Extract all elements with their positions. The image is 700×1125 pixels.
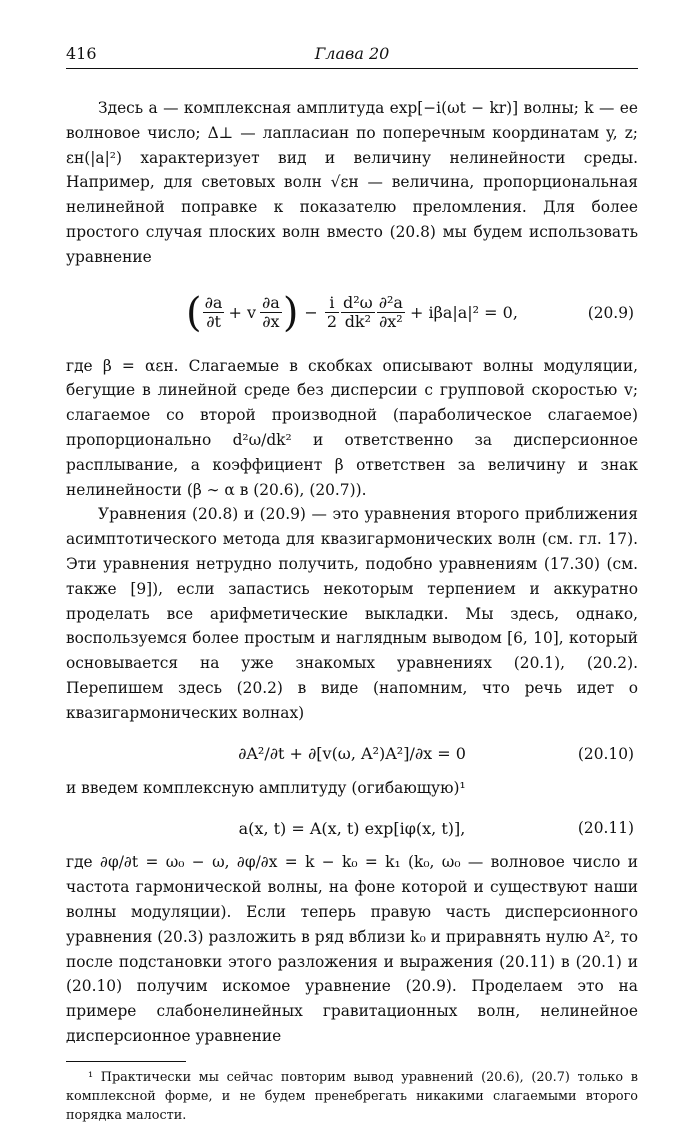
fraction-d2w-dk2: $\frac{\text{d²ω}}{\text{dk²}}$ xyxy=(343,292,373,332)
chapter-title: Глава 20 xyxy=(314,44,390,63)
fraction-da-dx: $\frac{\partial a}{\partial x}$ xyxy=(262,292,280,332)
fraction-i-2: $\frac{i}{2}$ xyxy=(326,292,338,332)
footnote-rule xyxy=(66,1061,186,1062)
equation-expression: ∂A²/∂t + ∂[v(ω, A²)A²]/∂x = 0 xyxy=(238,744,466,764)
header-rule xyxy=(66,68,638,69)
fraction-d2a-dx2: $\frac{\text{∂²a}}{\text{∂x²}}$ xyxy=(378,292,403,332)
running-header xyxy=(66,44,638,66)
left-paren: ( xyxy=(186,289,202,336)
equation-label-20-10: (20.10) xyxy=(577,744,634,763)
equation-label-20-11: (20.11) xyxy=(577,819,634,838)
paragraph-beta: где β = αεн. Слагаемые в скобках описывают волны модуляции, бегущие в линейной среде без дисперсии с групповой скоростью v; слагаемое со второй производной (параболическое слагаемое) пропорционально d²ω/dk² и ответственно за дисперсионное расплывание, а коэффициент β ответствен за величину и знак нелинейности (β ∼ α в (20.6), (20.7)). xyxy=(66,356,638,499)
paragraph-envelope: и введем комплексную амплитуду (огибающую)¹ xyxy=(66,778,466,797)
equation-20-9 xyxy=(66,278,638,348)
page-number: 416 xyxy=(66,44,97,63)
footnote: ¹ Практически мы сейчас повторим вывод уравнений (20.6), (20.7) только в комплексной форме, и не будем пренебрегать никакими слагаемыми второго порядка малости. xyxy=(66,1069,638,1123)
equation-20-11 xyxy=(66,810,638,846)
plus-v: + v xyxy=(228,303,256,323)
fraction-da-dt: $\frac{\partial a}{\partial t}$ xyxy=(204,292,223,332)
paragraph-derivation: Уравнения (20.8) и (20.9) — это уравнения второго приближения асимптотического метода для квазигармонических волн (см. гл. 17). Эти уравнения нетрудно получить, подобно уравнениям (17.30) (см. также [9]), если запастись некоторым терпением и аккуратно проделать все арифметические выкладки. Мы здесь, однако, воспользуемся более простым и наглядным выводом [6, 10], который основывается на уже знакомых уравнениях (20.1), (20.2). Перепишем здесь (20.2) в виде (напомним, что речь идет о квазигармонических волнах) xyxy=(66,505,638,722)
right-paren: ) xyxy=(282,289,299,336)
minus-sign: − xyxy=(304,303,318,323)
equation-20-10 xyxy=(66,736,638,772)
nonlinear-term: + iβa|a|² = 0, xyxy=(409,303,518,323)
paragraph-phase: где ∂φ/∂t = ω₀ − ω, ∂φ/∂x = k − k₀ = k₁ (k₀, ω₀ — волновое число и частота гармонической волны, на фоне которой и существуют наши волны модуляции). Если теперь правую часть дисперсионного уравнения (20.3) разложить в ряд вблизи k₀ и приравнять нулю A², то после подстановки этого разложения и выражения (20.11) в (20.1) и (20.10) получим искомое уравнение (20.9). Проделаем это на примере слабонелинейных гравитационных волн, нелинейное дисперсионное уравнение xyxy=(66,853,638,1045)
equation-label-20-9: (20.9) xyxy=(587,303,634,322)
equation-expression: a(x, t) = A(x, t) exp[iφ(x, t)], xyxy=(238,818,466,838)
paragraph-intro: Здесь a — комплексная амплитуда exp[−i(ωt − kr)] волны; k — ее волновое число; Δ⊥ — лапласиан по поперечным координатам y, z; εн(|a|²) характеризует вид и величину нелинейности среды. Например, для световых волн √εн — величина, пропорциональная нелинейной поправке к показателю преломления. Для более простого случая плоских волн вместо (20.8) мы будем использовать уравнение xyxy=(66,99,638,266)
page xyxy=(66,44,638,1125)
